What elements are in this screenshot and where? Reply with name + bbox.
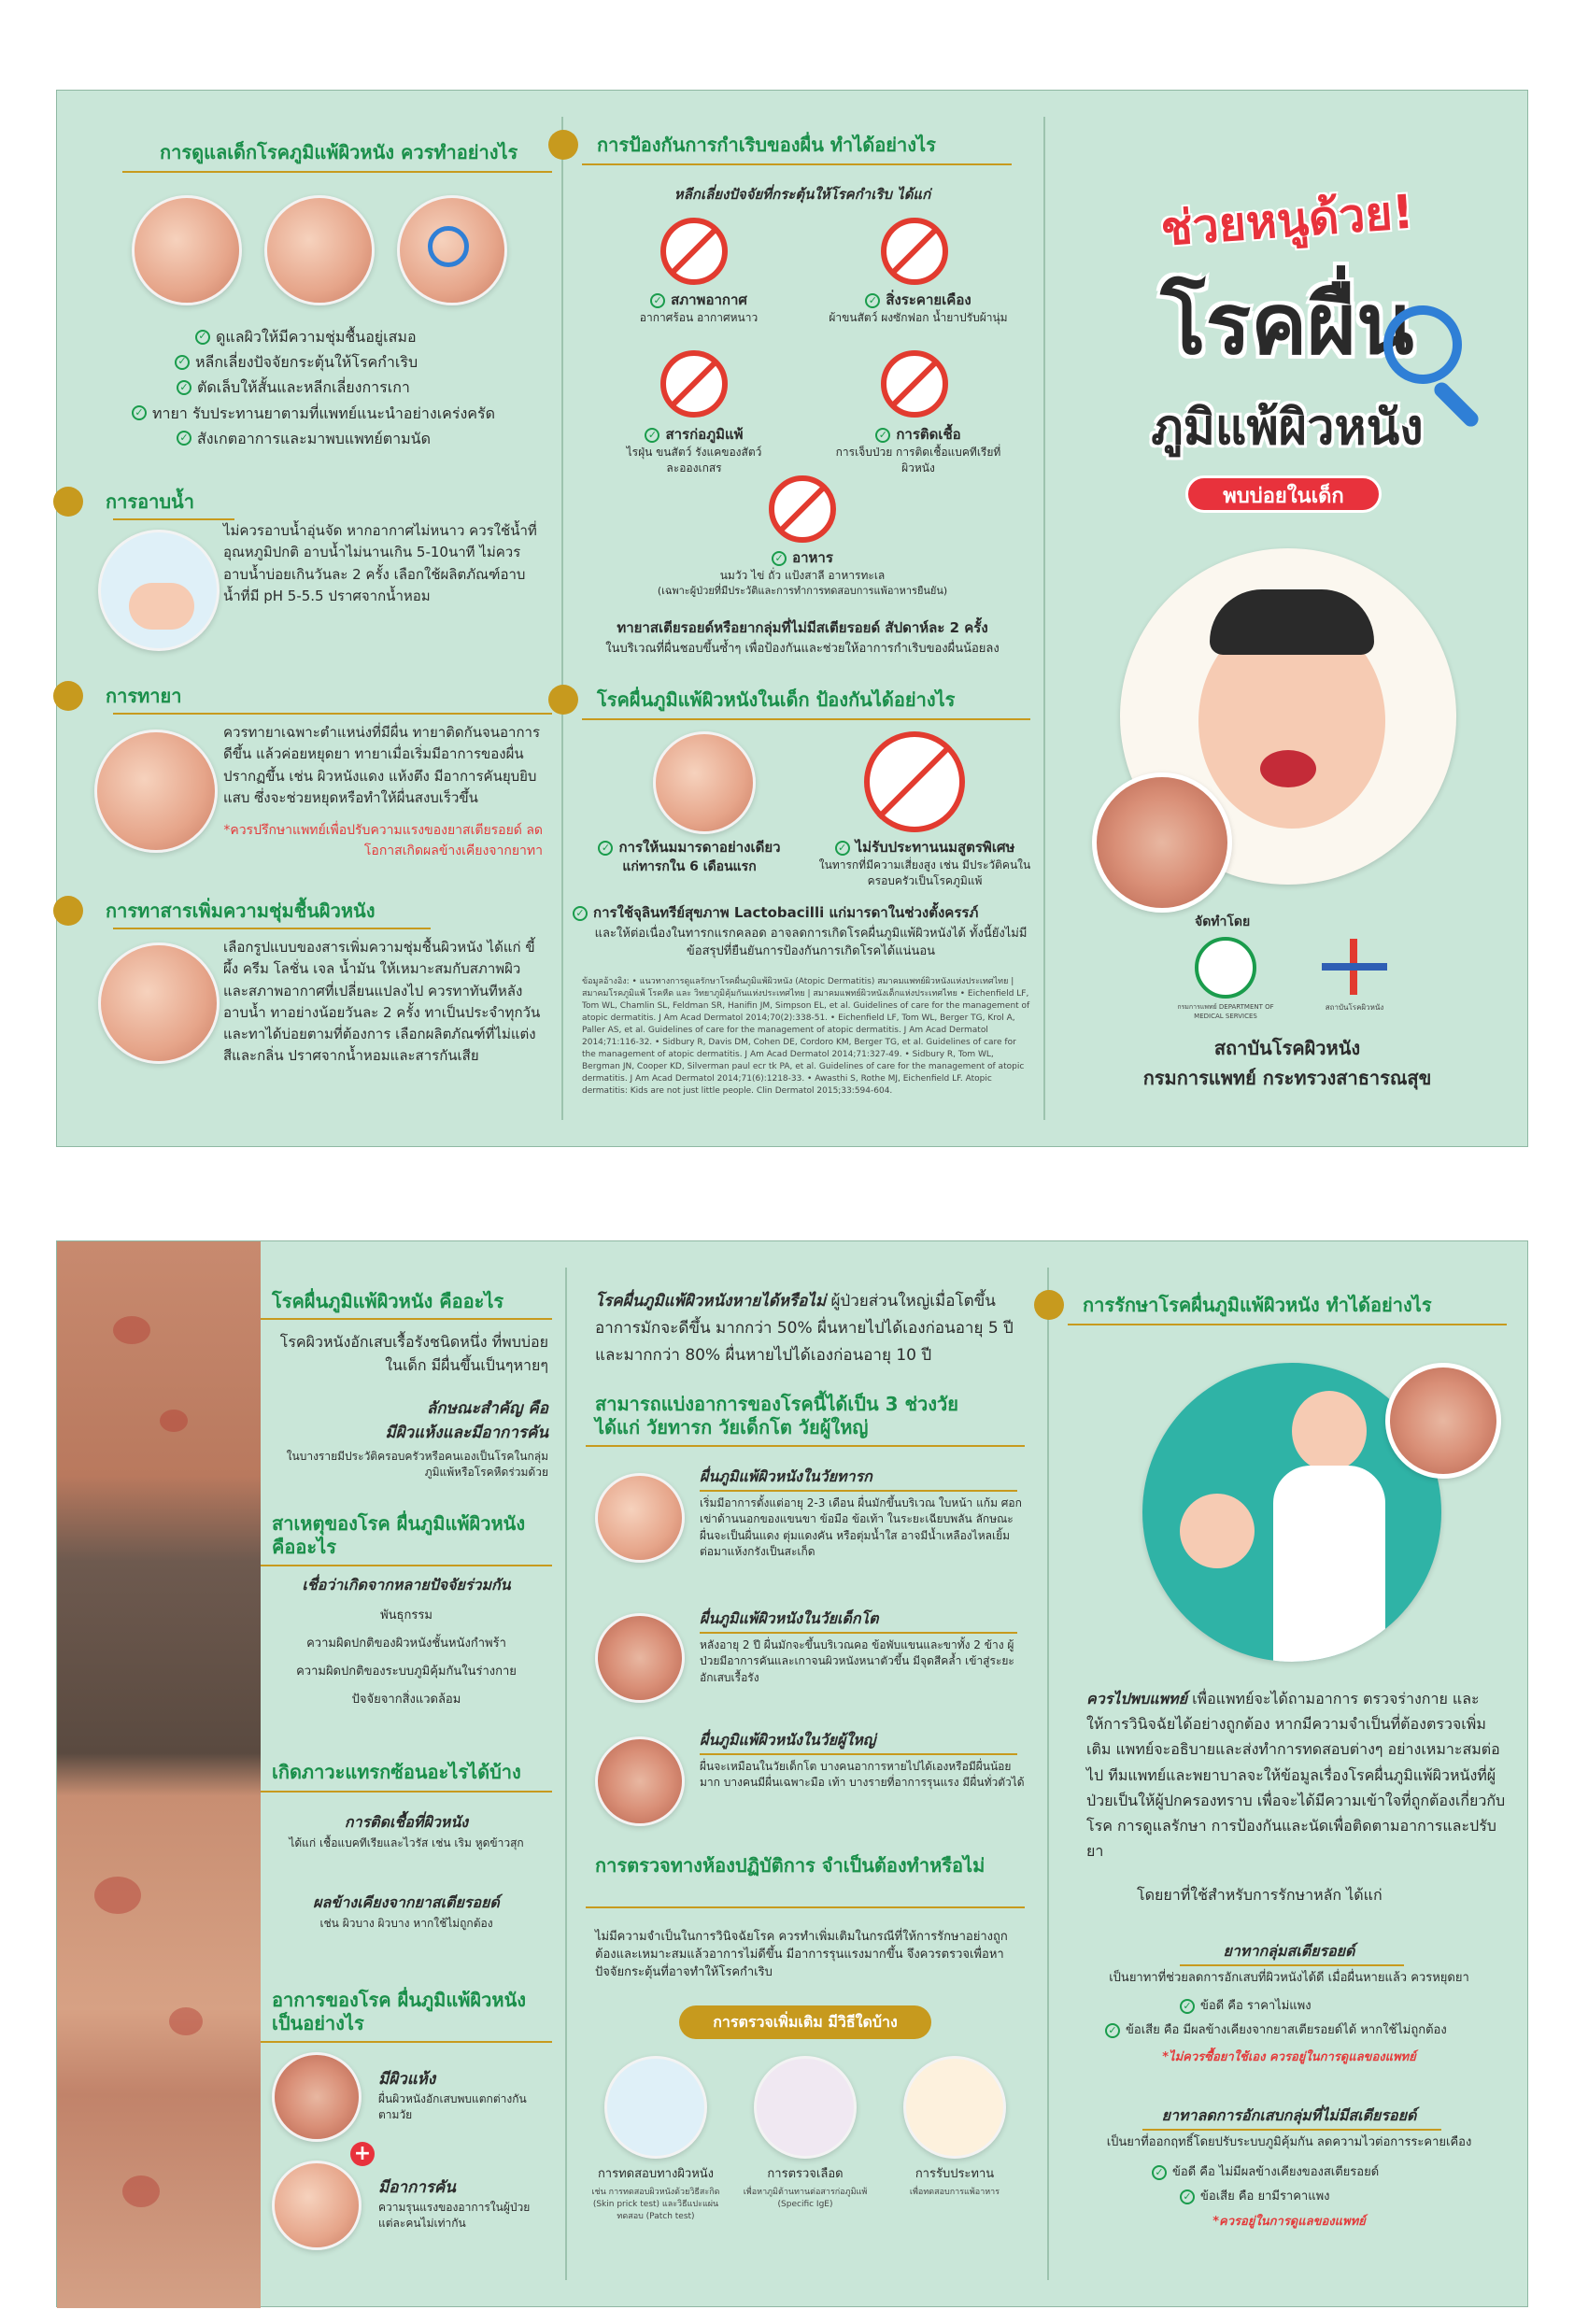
check-icon: ✓ <box>835 841 850 856</box>
test-desc: เพื่อหาภูมิต้านทานต่อสารก่อภูมิแพ้ (Specific IgE) <box>743 2188 868 2210</box>
care-check-item: ✓ หลีกเลี่ยงปัจจัยกระตุ้นให้โรคกำเริบ <box>132 349 552 375</box>
stage-desc: เริ่มมีอาการตั้งแต่อายุ 2-3 เดือน ผื่นมักขึ้นบริเวณ ใบหน้า แก้ม ศอก เข่าด้านนอกของแขนขา ข้อมือ ข้อเท้า ในระยะเฉียบพลัน ลักษณะผื่นจะเป็นผื่นแดง ตุ่มแดงคัน หรือตุ่มน้ำใส อาจมีน้ำเหลืองไหลเยิ้ม ต่อมาแห้งกรังเป็นสะเก็ด <box>700 1496 1022 1559</box>
drug2-con: ✓ ข้อเสีย คือ ยามีราคาแพง <box>1180 2187 1330 2207</box>
comp2-desc: เช่น ผิวบาง ผิวบาง หากใช้ไม่ถูกต้อง <box>319 1917 493 1930</box>
cause-item: ความผิดปกติของระบบภูมิคุ้มกันในร่างกาย <box>296 1665 517 1679</box>
trigger-irritant: ✓ สิ่งระคายเคือง ผ้าขนสัตว์ ผงซักฟอก น้ำยาปรับผ้านุ่ม <box>829 291 1008 324</box>
skin-check-illustration <box>397 195 507 305</box>
stage-title: ผื่นภูมิแพ้ผิวหนังในวัยผู้ใหญ่ <box>700 1731 876 1749</box>
detergent-icon <box>881 218 948 285</box>
adult-rash-photo <box>595 1736 685 1826</box>
treat-lead: โดยยาที่ใช้สำหรับการรักษาหลัก ได้แก่ <box>1137 1886 1383 1904</box>
rash-hand-photo <box>1092 772 1232 913</box>
what-text: โรคผิวหนังอักเสบเรื้อรังชนิดหนึ่ง ที่พบบ่อยในเด็ก มีผื่นขึ้นเป็นๆหายๆ <box>279 1333 548 1374</box>
stage-title: ผื่นภูมิแพ้ผิวหนังในวัยเด็กโต <box>700 1609 879 1627</box>
care-check-item: ✓ ทายา รับประทานยาตามที่แพทย์แนะนำอย่างเคร่งครัด <box>132 401 552 426</box>
section-dot <box>548 130 578 160</box>
child-prevent-title: โรคผื่นภูมิแพ้ผิวหนังในเด็ก ป้องกันได้อย่างไร <box>597 687 956 711</box>
apply-warning: *ควรปรึกษาแพทย์เพื่อปรับความแรงของยาสเตียรอยด์ ลดโอกาสเกิดผลข้างเคียงจากยาทา <box>223 823 543 858</box>
treat-text: ควรไปพบแพทย์ เพื่อแพทย์จะได้ถามอาการ ตรวจร่างกาย และให้การวินิจฉัยได้อย่างถูกต้อง หากมีความจำเป็นที่ต้องตรวจเพิ่มเติม แพทย์จะอธิบายและส่งทำการทดสอบต่างๆ อย่างเหมาะสมต่อไป ทีมแพทย์และพยาบาลจะให้ข้อมูลเรื่องโรคผื่นภูมิแพ้ผิวหนังที่ผู้ป่วยเป็นให้ผู้ปกครองทราบ เพื่อจะได้มีความเข้าใจที่ถูกต้องเกี่ยวกับโรค การดูแลรักษา การป้องกันและนัดเพื่อติดตามอาการและปรับยา <box>1086 1690 1506 1861</box>
cover-subtitle: ภูมิแพ้ผิวหนัง <box>1151 400 1424 456</box>
comp1-desc: ได้แก่ เชื้อแบคทีเรียและไวรัส เช่น เริม หูดข้าวสุก <box>289 1836 524 1849</box>
child-rash-photo <box>595 1613 685 1703</box>
check-icon: ✓ <box>175 355 190 370</box>
treat-underline <box>1068 1324 1507 1325</box>
check-icon: ✓ <box>195 330 210 345</box>
child-item-breastfeed: ✓ การให้นมมารดาอย่างเดียว แก่ทารกใน 6 เดือนแรก <box>573 838 806 876</box>
key-note: ในบางรายมีประวัติครอบครัวหรือคนเองเป็นโรคในกลุ่มภูมิแพ้หรือโรคหืดร่วมด้วย <box>286 1450 548 1480</box>
symp-underline <box>261 2041 552 2043</box>
org-line2: กรมการแพทย์ กระทรวงสาธารณสุข <box>1142 1067 1432 1089</box>
moisturizer-illustration <box>98 942 220 1064</box>
extra-test-badge: การตรวจเพิ่มเติม มีวิธีใดบ้าง <box>679 2005 931 2039</box>
moist-header <box>53 896 375 926</box>
prevent-subtitle: หลีกเลี่ยงปัจจัยที่กระตุ้นให้โรคกำเริบ ได้แก่ <box>674 186 931 203</box>
child-item-formula: ✓ ไม่รับประทานนมสูตรพิเศษ ในทารกที่มีความเสี่ยงสูง เช่น มีประวัติคนในครอบครัวเป็นโรคภูมิแพ้ <box>818 839 1031 888</box>
stages-underline <box>586 1445 1025 1447</box>
rash-photo-strip <box>57 1241 261 2308</box>
cause-item: ปัจจัยจากสิ่งแวดล้อม <box>351 1693 461 1707</box>
drug1-title: ยาทากลุ่มสเตียรอยด์ <box>1223 1942 1355 1960</box>
panel-stages <box>567 1241 1045 2306</box>
check-icon: ✓ <box>1105 2023 1120 2038</box>
check-icon: ✓ <box>650 293 665 308</box>
apply-title: การทายา <box>106 684 182 707</box>
stages-title: สามารถแบ่งอาการของโรคนี้ได้เป็น 3 ช่วงวัย ได้แก่ วัยทารก วัยเด็กโต วัยผู้ใหญ่ <box>595 1393 958 1438</box>
probiotic-text: และให้ต่อเนื่องในทารกแรกคลอด อาจลดการเกิดโรคผื่นภูมิแพ้ผิวหนังได้ ทั้งนี้ยังไม่มีข้อสรุปที่ยืนยันการป้องกันการเกิดโรคได้แน่นอน <box>594 927 1028 958</box>
germ-icon <box>881 350 948 418</box>
trigger-food: ✓ อาหาร นมวัว ไข่ ถั่ว แป้งสาลี อาหารทะเล (เฉพาะผู้ป่วยที่มีประวัติและการทำการทดสอบการแพ้อาหารยืนยัน) <box>601 548 1004 599</box>
treat-title: การรักษาโรคผื่นภูมิแพ้ผิวหนัง ทำได้อย่างไร <box>1083 1293 1432 1316</box>
inst-derm-logo-caption: สถาบันโรคผิวหนัง <box>1325 1003 1384 1012</box>
rash-closeup-photo <box>1385 1363 1501 1479</box>
test-title: การตรวจเลือด <box>767 2167 844 2181</box>
dms-logo-caption: กรมการแพทย์ DEPARTMENT OF MEDICAL SERVICES <box>1177 1003 1274 1021</box>
care-checklist <box>132 324 552 451</box>
what-title: โรคผื่นภูมิแพ้ผิวหนัง คืออะไร <box>272 1290 504 1312</box>
stage-desc: หลังอายุ 2 ปี ผื่นมักจะขึ้นบริเวณคอ ข้อพับแขนและขาทั้ง 2 ข้าง ผู้ป่วยมีอาการคันและเกาจนผิวหนังหนาตัวขึ้น มีจุดสีคล้ำ เข้าสู่ระยะอักเสบเรื้อรัง <box>700 1638 1014 1684</box>
child-prevent-underline <box>582 718 1030 720</box>
inst-derm-logo <box>1322 939 1387 995</box>
cover-headline: ช่วยหนูด้วย! <box>1158 184 1416 257</box>
bath-title: การอาบน้ำ <box>106 489 194 513</box>
drug1-warning: *ไม่ควรซื้อยาใช้เอง ควรอยู่ในการดูแลของแพทย์ <box>1162 2050 1416 2064</box>
section-dot <box>53 896 83 926</box>
cause-underline <box>261 1565 552 1566</box>
treat-header <box>1034 1290 1432 1320</box>
test-title: การทดสอบทางผิวหนัง <box>597 2167 715 2181</box>
drug2-desc: เป็นยาที่ออกฤทธิ์โดยปรับระบบภูมิคุ้มกัน ลดความไวต่อการระคายเคือง <box>1106 2135 1472 2149</box>
dms-logo <box>1195 937 1256 999</box>
child-prevent-header <box>548 685 955 715</box>
check-icon: ✓ <box>865 293 880 308</box>
thermometer-icon <box>660 218 728 285</box>
skin-test-illustration <box>604 2056 707 2159</box>
comp-underline <box>261 1791 552 1793</box>
bath-underline <box>113 518 234 520</box>
drug2-pro: ✓ ข้อดี คือ ไม่มีผลข้างเคียงของสเตียรอยด์ <box>1152 2162 1379 2183</box>
prevent-header <box>548 130 936 160</box>
panel-care <box>57 91 561 1146</box>
care-check-item: ✓ ตัดเล็บให้สั้นและหลีกเลี่ยงการเกา <box>132 375 552 400</box>
itching-illustration <box>272 2161 362 2250</box>
apply-text: ควรทายาเฉพาะตำแหน่งที่มีผื่น ทายาติดกันจนอาการดีขึ้น แล้วค่อยหยุดยา ทายาเมื่อเริ่มมีอาการของผื่นปรากฏขึ้น เช่น ผิวหนังแดง แห้งตึง มีอาการคันยุบยิบแสบ ซึ่งจะช่วยหยุดหรือทำให้ผื่นสงบเร็วขึ้น <box>223 724 541 806</box>
check-icon: ✓ <box>598 841 613 856</box>
drug1-pro: ✓ ข้อดี คือ ราคาไม่แพง <box>1180 1996 1312 2017</box>
check-icon: ✓ <box>875 428 890 443</box>
pollen-icon <box>660 350 728 418</box>
test-desc: เช่น การทดสอบผิวหนังด้วยวิธีสะกิด (Skin prick test) และวิธีแปะแผ่นทดสอบ (Patch test) <box>591 2188 720 2222</box>
lab-title: การตรวจทางห้องปฏิบัติการ จำเป็นต้องทำหรือไม่ <box>595 1854 986 1877</box>
food-note: (เฉพาะผู้ป่วยที่มีประวัติและการทำการทดสอบการแพ้อาหารยืนยัน) <box>657 585 948 598</box>
check-icon: ✓ <box>645 428 659 443</box>
lab-text: ไม่มีความจำเป็นในการวินิจฉัยโรค ควรทำเพิ่มเติมในกรณีที่ให้การรักษาอย่างถูกต้องและเหมาะสมแล้วอาการไม่ดีขึ้น มีอาการรุนแรงมากขึ้น จึงควรตรวจเพื่อหาปัจจัยกระตุ้นที่อาจทำให้โรคกำเริบ <box>595 1930 1008 1979</box>
apply-cream-illustration <box>94 730 218 853</box>
steroid-bold: ทายาสเตียรอยด์หรือยากลุ่มที่ไม่มีสเตียรอยด์ สัปดาห์ละ 2 ครั้ง <box>617 619 988 636</box>
trigger-infection: ✓ การติดเชื้อ การเจ็บป่วย การติดเชื้อแบคทีเรียที่ผิวหนัง <box>835 426 1001 475</box>
bath-header <box>53 487 194 517</box>
section-dot <box>53 487 83 517</box>
section-dot <box>53 681 83 711</box>
prevent-underline <box>582 163 1012 165</box>
drug1-desc: เป็นยาทาที่ช่วยลดการอักเสบที่ผิวหนังได้ดี เมื่อผื่นหายแล้ว ควรหยุดยา <box>1109 1971 1469 1985</box>
apply-underline <box>113 713 552 715</box>
symp2-desc: ความรุนแรงของอาการในผู้ป่วยแต่ละคนไม่เท่ากัน <box>378 2201 531 2231</box>
panel-prevent <box>563 91 1042 1146</box>
check-icon: ✓ <box>177 380 191 395</box>
symp-title: อาการของโรค ผื่นภูมิแพ้ผิวหนังเป็นอย่างไร <box>272 1989 527 2034</box>
key-label: ลักษณะสำคัญ คือ <box>426 1399 548 1418</box>
check-icon: ✓ <box>132 405 147 420</box>
breastfeeding-illustration <box>653 731 756 834</box>
dry-skin-illustration <box>272 2052 362 2142</box>
what-underline <box>261 1318 552 1320</box>
magnifier-icon <box>1383 305 1462 384</box>
trigger-allergen: ✓ สารก่อภูมิแพ้ ไรฝุ่น ขนสัตว์ รังแคของสัตว์ ละอองเกสร <box>626 426 762 475</box>
cause-item: พันธุกรรม <box>380 1608 432 1623</box>
cause-lead: เชื่อว่าเกิดจากหลายปัจจัยร่วมกัน <box>302 1576 511 1594</box>
test-title: การรับประทาน <box>915 2167 995 2181</box>
brochure-inside <box>56 1240 1528 2307</box>
test-desc: เพื่อทดสอบการแพ้อาหาร <box>909 2188 1000 2197</box>
drug2-title: ยาทาลดการอักเสบกลุ่มที่ไม่มีสเตียรอยด์ <box>1161 2106 1417 2124</box>
moist-title: การทาสารเพิ่มความชุ่มชื้นผิวหนัง <box>106 899 376 922</box>
stage-desc: ผื่นจะเหมือนในวัยเด็กโต บางคนอาการหายไปได้เองหรือมีผื่นน้อยมาก บางคนมีผื่นเฉพาะมือ เท้า บางรายที่อาการรุนแรง มีผื่นทั่วตัวได้ <box>700 1760 1025 1790</box>
section-dot <box>548 685 578 715</box>
check-icon: ✓ <box>1180 1999 1195 2014</box>
no-formula-icon <box>864 731 965 832</box>
panel-cover <box>1045 91 1529 1146</box>
q-text: โรคผื่นภูมิแพ้ผิวหนังหายได้หรือไม่ ผู้ป่วยส่วนใหญ่เมื่อโตขึ้นอาการมักจะดีขึ้น มากกว่า 50% ผื่นหายไปได้เองก่อนอายุ 5 ปี และมากกว่า 80% ผื่นหายไปได้เองก่อนอายุ 10 ปี <box>595 1292 1014 1365</box>
symp1-desc: ผื่นผิวหนังอักเสบพบแตกต่างกันตามวัย <box>378 2092 527 2122</box>
check-icon: ✓ <box>1180 2189 1195 2204</box>
bath-text: ไม่ควรอาบน้ำอุ่นจัด หากอากาศไม่หนาว ควรใช้น้ำที่อุณหภูมิปกติ อาบน้ำไม่นานเกิน 5-10นาที ไม่ควรอาบน้ำบ่อยเกินวันละ 2 ครั้ง เลือกใช้ผลิตภัณฑ์อาบน้ำที่มี pH 5-5.5 ปราศจากน้ำหอม <box>223 522 537 604</box>
plus-icon: + <box>350 2142 375 2166</box>
cause-title: สาเหตุของโรค ผื่นภูมิแพ้ผิวหนัง คืออะไร <box>272 1512 526 1558</box>
magnifier-icon <box>428 226 469 267</box>
care-title: การดูแลเด็กโรคภูมิแพ้ผิวหนัง ควรทำอย่างไร <box>160 141 518 163</box>
check-icon: ✓ <box>1152 2165 1167 2180</box>
check-icon: ✓ <box>177 431 191 446</box>
probiotic-item: ✓ การใช้จุลินทรีย์สุขภาพ Lactobacilli แก่มารดาในช่วงตั้งครรภ์ <box>573 903 1040 923</box>
steroid-text: ในบริเวณที่ผื่นชอบขึ้นซ้ำๆ เพื่อป้องกันและช่วยให้อาการกำเริบของผื่นน้อยลง <box>605 642 1000 656</box>
comp-title: เกิดภาวะแทรกซ้อนอะไรได้บ้าง <box>272 1761 521 1783</box>
lobster-icon <box>769 475 836 543</box>
moist-underline <box>113 928 431 929</box>
trigger-weather: ✓ สภาพอากาศ อากาศร้อน อากาศหนาว <box>639 291 759 324</box>
face-wash-illustration <box>132 195 242 305</box>
stage-title: ผื่นภูมิแพ้ผิวหนังในวัยทารก <box>700 1467 872 1485</box>
cover-badge: พบบ่อยในเด็ก <box>1185 475 1382 513</box>
care-underline <box>122 171 552 173</box>
symp1: มีผิวแห้ง <box>378 2070 436 2089</box>
infant-rash-photo <box>595 1473 685 1563</box>
care-header <box>160 141 518 164</box>
org-line1: สถาบันโรคผิวหนัง <box>1213 1037 1361 1059</box>
food-test-illustration <box>903 2056 1006 2159</box>
comp1: การติดเชื้อที่ผิวหนัง <box>344 1813 469 1831</box>
cover-title: โรคผื่น <box>1160 276 1414 374</box>
lab-underline <box>586 1906 1025 1908</box>
bath-illustration <box>98 530 220 651</box>
symp2: มีอาการคัน <box>378 2178 456 2197</box>
blood-test-illustration <box>754 2056 857 2159</box>
drug1-con: ✓ ข้อเสีย คือ มีผลข้างเคียงจากยาสเตียรอยด์ได้ หากใช้ไม่ถูกต้อง <box>1105 2020 1447 2041</box>
check-icon: ✓ <box>772 551 787 566</box>
care-check-item: ✓ ดูแลผิวให้มีความชุ่มชื้นอยู่เสมอ <box>132 324 552 349</box>
made-by-label: จัดทำโดย <box>1195 914 1251 929</box>
cause-item: ความผิดปกติของผิวหนังชั้นหนังกำพร้า <box>306 1637 506 1651</box>
moist-text: เลือกรูปแบบของสารเพิ่มความชุ่มชื้นผิวหนัง ได้แก่ ขี้ผึ้ง ครีม โลชั่น เจล น้ำมัน ให้เหมาะสมกับสภาพผิวและสภาพอากาศที่เปลี่ยนแปลงไป ควรทาทันทีหลังอาบน้ำ ทาอย่างน้อยวันละ 2 ครั้ง ทาเป็นประจำทุกวันและทาได้บ่อยตามที่ต้องการ เลือกผลิตภัณฑ์ที่ไม่แต่งสีและกลิ่น ปราศจากน้ำหอมและสารกันเสีย <box>223 939 541 1065</box>
drug2-warning: *ควรอยู่ในการดูแลของแพทย์ <box>1212 2215 1366 2229</box>
panel-what <box>261 1241 561 2306</box>
check-icon: ✓ <box>573 906 588 921</box>
section-dot <box>1034 1290 1064 1320</box>
apply-header <box>53 681 181 711</box>
nail-cutting-illustration <box>264 195 375 305</box>
brochure-outside <box>56 90 1528 1147</box>
panel-treat <box>1049 1241 1529 2306</box>
references: ข้อมูลอ้างอิง: • แนวทางการดูแลรักษาโรคผื่นภูมิแพ้ผิวหนัง (Atopic Dermatitis) สมาคมแพทย์ผิวหนังแห่งประเทศไทย | สมาคมโรคภูมิแพ้ โรคหืด และ วิทยาภูมิคุ้มกันแห่งประเทศไทย | สมาคมแพทย์ผิวหนังเด็กแห่งประเทศไทย • Eichenfield LF, Tom WL, Chamlin SL, Feldman SR, Hanifin JM, Simpson EL, et al. Guidelines of care for the management of atopic dermatitis. J Am Acad Dermatol 2014;70(2):338-51. • Eichenfield LF, Tom WL, Berger TG, Krol A, Paller AS, et al. Guidelines of care for the management of atopic dermatitis. J Am Acad Dermatol 2014;71:116-32. • Sidbury R, Davis DM, Cohen DE, Cordoro KM, Berger TG, et al. Guidelines of care for the management of atopic dermatitis. J Am Acad Dermatol 2014;71:327-49. • Sidbury R, Tom WL, Bergman JN, Cooper KD, Silverman paul ecr tk PA, et al. Guidelines of care for the management of atopic dermatitis. J Am Acad Dermatol 2014;71(6):1218-33. • Awasthi S, Rothe MJ, Eichenfield LF. Atopic dermatitis: Kids are not just little people. Clin Dermatol 2015;33:594-604. <box>582 977 1030 1097</box>
key-value: มีผิวแห้งและมีอาการคัน <box>385 1424 548 1442</box>
care-check-item: ✓ สังเกตอาการและมาพบแพทย์ตามนัด <box>132 426 552 451</box>
prevent-title: การป้องกันการกำเริบของผื่น ทำได้อย่างไร <box>597 133 936 156</box>
comp2: ผลข้างเคียงจากยาสเตียรอยด์ <box>313 1893 500 1911</box>
